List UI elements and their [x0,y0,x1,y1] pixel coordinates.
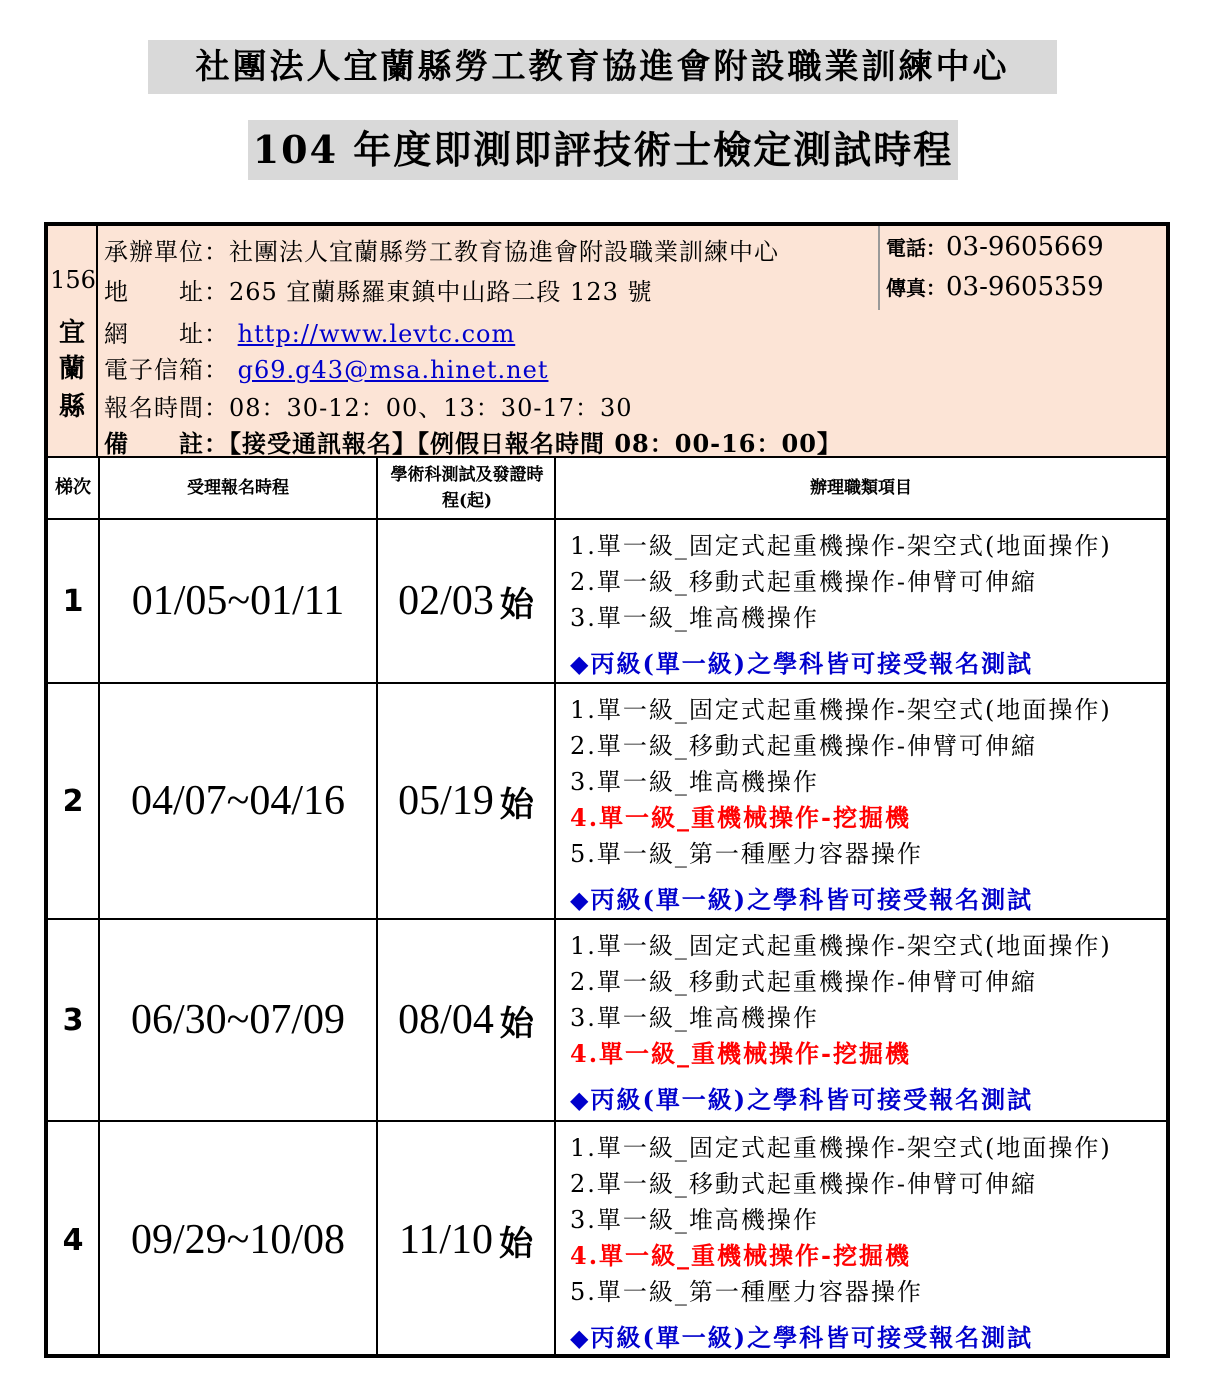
table-header-row [48,458,1166,520]
table-row [48,520,1166,684]
page-subtitle: 104 年度即測即評技術士檢定測試時程 [248,120,958,180]
county-char: 蘭 [58,354,85,384]
header-step: 梯次 [55,477,91,498]
county-char: 宜 [58,318,85,348]
job-item: 3.單一級_堆高機操作 [570,1206,819,1234]
step-number: 2 [62,783,84,819]
test-date: 05/19 [398,778,494,824]
remarks-line: 備 註：【接受通訊報名】【例假日報名時間 08：00-16：00】 [104,429,842,458]
website-link[interactable]: http://www.levtc.com [237,320,516,348]
test-date-cell [378,920,554,1120]
email-label: 電子信箱： [104,356,229,384]
eligibility-note: ◆丙級(單一級)之學科皆可接受報名測試 [570,649,1034,678]
header-items: 辦理職類項目 [810,478,912,498]
job-item: 3.單一級_堆高機操作 [570,768,819,796]
job-item: 3.單一級_堆高機操作 [570,604,819,632]
phone-label: 電話： [886,236,946,260]
test-date-cell [378,684,554,918]
county-cell [48,226,98,456]
job-item: 4.單一級_重機械操作-挖掘機 [570,1241,912,1270]
table-row [48,920,1166,1122]
phone-number: 03-9605669 [946,232,1104,262]
county-code: 156 [50,266,96,294]
job-item: 4.單一級_重機械操作-挖掘機 [570,803,912,832]
registration-period: 09/29~10/08 [130,1217,346,1263]
test-date: 11/10 [398,1217,494,1263]
step-number: 3 [62,1002,84,1038]
job-item: 1.單一級_固定式起重機操作-架空式(地面操作) [570,1134,1112,1162]
header-registration: 受理報名時程 [187,478,289,498]
job-item: 4.單一級_重機械操作-挖掘機 [570,1039,912,1068]
job-item: 1.單一級_固定式起重機操作-架空式(地面操作) [570,696,1112,724]
job-items-cell [570,520,1166,682]
start-suffix: 始 [499,1003,534,1044]
page-title: 社團法人宜蘭縣勞工教育協進會附設職業訓練中心 [148,40,1057,94]
organizer-info-panel [48,226,1166,458]
start-suffix: 始 [499,784,534,825]
phone-line [886,232,1104,262]
start-suffix: 始 [499,584,534,625]
organizer-line: 承辦單位：社團法人宜蘭縣勞工教育協進會附設職業訓練中心 [104,238,779,266]
job-item: 2.單一級_移動式起重機操作-伸臂可伸縮 [570,968,1038,996]
table-row [48,684,1166,920]
job-item: 5.單一級_第一種壓力容器操作 [570,840,923,868]
website-line [104,314,515,349]
job-item: 2.單一級_移動式起重機操作-伸臂可伸縮 [570,1170,1038,1198]
registration-period: 01/05~01/11 [131,578,345,624]
step-number: 1 [62,583,84,619]
registration-period: 06/30~07/09 [130,997,346,1043]
county-char: 縣 [58,392,85,422]
schedule-table [44,222,1170,1358]
job-items-cell [570,920,1166,1120]
email-link[interactable]: g69.g43@msa.hinet.net [237,356,549,384]
start-suffix: 始 [499,1223,534,1264]
address-line: 地 址：265 宜蘭縣羅東鎮中山路二段 123 號 [104,278,653,306]
test-date: 08/04 [398,997,494,1043]
contact-box [878,226,1168,310]
step-number: 4 [62,1222,84,1258]
fax-number: 03-9605359 [946,272,1104,302]
eligibility-note: ◆丙級(單一級)之學科皆可接受報名測試 [570,1323,1034,1352]
job-item: 5.單一級_第一種壓力容器操作 [570,1278,923,1306]
test-date-cell [378,520,554,682]
website-label: 網 址： [104,320,229,348]
table-row [48,1122,1166,1358]
job-item: 1.單一級_固定式起重機操作-架空式(地面操作) [570,932,1112,960]
job-item: 2.單一級_移動式起重機操作-伸臂可伸縮 [570,732,1038,760]
test-date: 02/03 [398,578,494,624]
job-item: 3.單一級_堆高機操作 [570,1004,819,1032]
job-items-cell [570,684,1166,918]
eligibility-note: ◆丙級(單一級)之學科皆可接受報名測試 [570,1085,1034,1114]
job-item: 2.單一級_移動式起重機操作-伸臂可伸縮 [570,568,1038,596]
eligibility-note: ◆丙級(單一級)之學科皆可接受報名測試 [570,885,1034,914]
job-item: 1.單一級_固定式起重機操作-架空式(地面操作) [570,532,1112,560]
email-line [104,350,548,385]
fax-line [886,272,1104,302]
job-items-cell [570,1122,1166,1358]
fax-label: 傳真： [886,276,946,300]
test-date-cell [378,1122,554,1358]
header-test: 學術科測試及發證時程(起) [390,465,544,511]
registration-period: 04/07~04/16 [130,778,346,824]
hours-line: 報名時間：08：30-12：00、13：30-17：30 [104,394,633,422]
